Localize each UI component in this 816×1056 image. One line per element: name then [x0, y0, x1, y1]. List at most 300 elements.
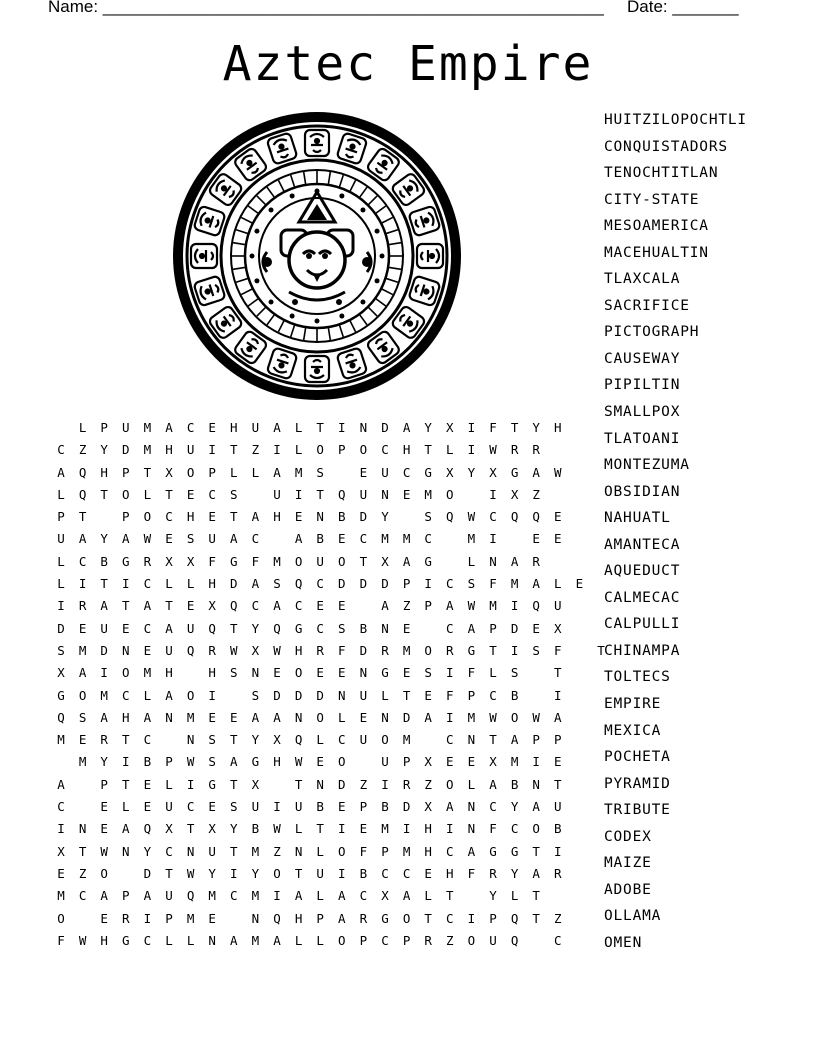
grid-letter[interactable]: T	[122, 598, 130, 614]
grid-letter[interactable]: H	[402, 442, 411, 458]
grid-letter[interactable]: Q	[273, 910, 281, 926]
grid-letter[interactable]: W	[467, 598, 476, 614]
grid-letter[interactable]: E	[359, 464, 368, 480]
grid-letter[interactable]: E	[78, 732, 87, 748]
grid-letter[interactable]: I	[78, 576, 87, 592]
grid-letter[interactable]: A	[143, 888, 152, 904]
grid-letter[interactable]: E	[316, 598, 324, 614]
grid-letter[interactable]: A	[165, 420, 173, 435]
grid-letter[interactable]: C	[554, 932, 562, 948]
grid-letter[interactable]: I	[100, 665, 108, 681]
grid-letter[interactable]: H	[294, 910, 303, 926]
grid-letter[interactable]: S	[467, 576, 476, 592]
grid-letter[interactable]: C	[424, 531, 432, 547]
grid-letter[interactable]: L	[316, 732, 324, 748]
grid-letter[interactable]: S	[510, 665, 519, 681]
grid-letter[interactable]: I	[57, 598, 65, 614]
grid-letter[interactable]: O	[294, 665, 303, 681]
grid-letter[interactable]: N	[186, 732, 195, 748]
grid-letter[interactable]: M	[143, 442, 152, 458]
grid-letter[interactable]: R	[78, 598, 87, 614]
grid-letter[interactable]: C	[359, 888, 368, 904]
grid-letter[interactable]: Y	[143, 843, 152, 859]
grid-letter[interactable]: H	[100, 932, 108, 948]
grid-letter[interactable]: U	[165, 799, 173, 815]
grid-letter[interactable]: N	[381, 620, 389, 636]
grid-letter[interactable]: U	[489, 932, 497, 948]
grid-letter[interactable]: R	[424, 932, 432, 948]
grid-letter[interactable]: I	[467, 420, 476, 435]
grid-letter[interactable]: E	[402, 620, 411, 636]
grid-letter[interactable]: I	[273, 442, 281, 458]
grid-letter[interactable]: S	[251, 687, 260, 703]
grid-letter[interactable]: I	[446, 709, 454, 725]
grid-letter[interactable]: U	[251, 420, 260, 435]
grid-letter[interactable]: A	[100, 598, 108, 614]
grid-letter[interactable]: U	[122, 420, 130, 435]
grid-letter[interactable]: D	[510, 620, 519, 636]
grid-letter[interactable]: B	[359, 865, 368, 881]
grid-letter[interactable]: E	[100, 821, 108, 837]
grid-letter[interactable]: C	[446, 910, 454, 926]
grid-letter[interactable]: L	[316, 888, 324, 904]
grid-letter[interactable]: U	[186, 620, 195, 636]
grid-letter[interactable]	[72, 777, 94, 792]
grid-letter[interactable]: M	[251, 932, 260, 948]
grid-letter[interactable]: S	[57, 642, 65, 658]
grid-letter[interactable]: Q	[510, 509, 519, 525]
grid-letter[interactable]: I	[230, 865, 238, 881]
grid-letter[interactable]: L	[251, 464, 260, 480]
grid-letter[interactable]: P	[467, 687, 476, 703]
grid-letter[interactable]: L	[165, 932, 173, 948]
grid-letter[interactable]: B	[554, 821, 562, 837]
grid-letter[interactable]: E	[143, 799, 152, 815]
grid-letter[interactable]: I	[208, 442, 216, 458]
grid-letter[interactable]: T	[489, 642, 497, 658]
grid-letter[interactable]: U	[316, 553, 324, 569]
grid-letter[interactable]: W	[78, 932, 87, 948]
grid-letter[interactable]: D	[100, 642, 108, 658]
grid-letter[interactable]: X	[57, 665, 65, 681]
grid-letter[interactable]: Z	[78, 442, 87, 458]
grid-letter[interactable]	[50, 420, 72, 435]
grid-letter[interactable]: H	[100, 464, 108, 480]
grid-letter[interactable]: F	[467, 865, 476, 881]
grid-letter[interactable]: T	[532, 843, 540, 859]
grid-letter[interactable]: E	[186, 598, 195, 614]
grid-letter[interactable]: N	[338, 687, 346, 703]
grid-letter[interactable]: X	[554, 620, 562, 636]
grid-letter[interactable]: O	[359, 442, 368, 458]
grid-letter[interactable]: A	[294, 531, 303, 547]
grid-letter[interactable]: A	[273, 932, 281, 948]
grid-letter[interactable]: R	[532, 442, 540, 458]
grid-letter[interactable]: E	[338, 598, 346, 614]
grid-letter[interactable]: X	[381, 888, 389, 904]
grid-letter[interactable]	[180, 665, 202, 680]
grid-letter[interactable]: Q	[273, 620, 281, 636]
grid-letter[interactable]: U	[359, 486, 368, 502]
grid-letter[interactable]: X	[424, 754, 432, 770]
grid-letter[interactable]: T	[230, 442, 238, 458]
grid-letter[interactable]: G	[510, 843, 519, 859]
grid-letter[interactable]: T	[294, 865, 303, 881]
grid-letter[interactable]: Q	[78, 464, 87, 480]
grid-letter[interactable]: F	[446, 687, 454, 703]
grid-letter[interactable]: I	[294, 486, 303, 502]
grid-letter[interactable]: E	[57, 865, 65, 881]
grid-letter[interactable]: A	[273, 598, 281, 614]
grid-letter[interactable]: T	[143, 464, 152, 480]
grid-letter[interactable]: N	[359, 665, 368, 681]
grid-letter[interactable]: G	[251, 754, 260, 770]
grid-letter[interactable]: Y	[532, 420, 540, 435]
grid-letter[interactable]: P	[122, 509, 130, 525]
grid-letter[interactable]	[115, 866, 137, 881]
grid-letter[interactable]: H	[122, 709, 130, 725]
grid-letter[interactable]: R	[402, 776, 411, 792]
grid-letter[interactable]: Y	[510, 865, 519, 881]
grid-letter[interactable]: U	[554, 598, 562, 614]
grid-letter[interactable]: M	[78, 642, 87, 658]
grid-letter[interactable]: L	[165, 776, 173, 792]
grid-letter[interactable]: C	[165, 843, 173, 859]
grid-letter[interactable]: N	[316, 509, 324, 525]
grid-letter[interactable]: E	[338, 531, 346, 547]
grid-letter[interactable]: E	[208, 799, 216, 815]
grid-letter[interactable]: S	[230, 665, 238, 681]
grid-letter[interactable]: L	[294, 442, 303, 458]
grid-letter[interactable]: M	[251, 843, 260, 859]
grid-letter[interactable]: I	[489, 531, 497, 547]
grid-letter[interactable]: C	[489, 687, 497, 703]
grid-letter[interactable]: N	[359, 420, 368, 435]
grid-letter[interactable]: T	[597, 642, 605, 658]
grid-letter[interactable]: A	[230, 531, 238, 547]
grid-letter[interactable]: N	[467, 799, 476, 815]
grid-letter[interactable]: M	[251, 888, 260, 904]
grid-letter[interactable]	[223, 911, 245, 926]
grid-letter[interactable]: X	[251, 776, 260, 792]
grid-letter[interactable]: W	[100, 843, 108, 859]
grid-letter[interactable]: I	[381, 776, 389, 792]
grid-letter[interactable]: Z	[359, 776, 368, 792]
grid-letter[interactable]: H	[424, 821, 432, 837]
grid-letter[interactable]: F	[554, 642, 562, 658]
grid-letter[interactable]: I	[122, 576, 130, 592]
grid-letter[interactable]: M	[186, 910, 195, 926]
grid-letter[interactable]	[158, 732, 180, 747]
grid-letter[interactable]: O	[273, 865, 281, 881]
grid-letter[interactable]: O	[446, 486, 454, 502]
grid-letter[interactable]: Y	[100, 442, 108, 458]
grid-letter[interactable]: O	[424, 642, 432, 658]
grid-letter[interactable]: A	[446, 598, 454, 614]
grid-letter[interactable]: A	[100, 888, 108, 904]
grid-letter[interactable]: F	[359, 843, 368, 859]
grid-letter[interactable]: N	[532, 776, 540, 792]
grid-letter[interactable]: F	[467, 665, 476, 681]
grid-letter[interactable]: E	[78, 620, 87, 636]
grid-letter[interactable]: E	[359, 709, 368, 725]
grid-letter[interactable]: A	[251, 576, 260, 592]
grid-letter[interactable]: L	[294, 932, 303, 948]
grid-letter[interactable]: P	[122, 464, 130, 480]
grid-letter[interactable]: X	[446, 464, 454, 480]
grid-letter[interactable]: P	[489, 620, 497, 636]
grid-letter[interactable]: Y	[251, 620, 260, 636]
grid-letter[interactable]: N	[489, 553, 497, 569]
grid-letter[interactable]: O	[78, 687, 87, 703]
grid-letter[interactable]: E	[575, 576, 584, 592]
grid-letter[interactable]: D	[359, 509, 368, 525]
grid-letter[interactable]: R	[532, 553, 540, 569]
grid-letter[interactable]: C	[251, 531, 260, 547]
grid-letter[interactable]: I	[338, 420, 346, 435]
grid-letter[interactable]: Y	[100, 531, 108, 547]
grid-letter[interactable]: B	[359, 620, 368, 636]
grid-letter[interactable]: F	[251, 553, 260, 569]
grid-letter[interactable]: A	[230, 754, 238, 770]
grid-letter[interactable]: E	[143, 642, 152, 658]
grid-letter[interactable]: A	[57, 464, 65, 480]
grid-letter[interactable]: L	[489, 665, 497, 681]
grid-letter[interactable]: O	[510, 709, 519, 725]
grid-letter[interactable]: X	[186, 553, 195, 569]
grid-letter[interactable]: O	[316, 709, 324, 725]
grid-letter[interactable]: S	[338, 620, 346, 636]
grid-letter[interactable]: C	[446, 620, 454, 636]
grid-letter[interactable]: Q	[208, 620, 216, 636]
grid-letter[interactable]: G	[424, 464, 432, 480]
grid-letter[interactable]: T	[165, 865, 173, 881]
grid-letter[interactable]: W	[294, 754, 303, 770]
grid-letter[interactable]: A	[554, 709, 562, 725]
grid-letter[interactable]: D	[381, 420, 389, 435]
grid-letter[interactable]: A	[402, 888, 411, 904]
grid-letter[interactable]: A	[510, 732, 519, 748]
grid-letter[interactable]: N	[467, 821, 476, 837]
grid-letter[interactable]: E	[122, 620, 130, 636]
grid-letter[interactable]: A	[78, 665, 87, 681]
grid-letter[interactable]: Q	[510, 910, 519, 926]
grid-letter[interactable]: Q	[78, 486, 87, 502]
grid-letter[interactable]: B	[510, 687, 519, 703]
grid-letter[interactable]: I	[186, 776, 195, 792]
grid-letter[interactable]: R	[359, 910, 368, 926]
grid-letter[interactable]: N	[316, 776, 324, 792]
grid-letter[interactable]: C	[338, 732, 346, 748]
grid-letter[interactable]: R	[143, 553, 152, 569]
grid-letter[interactable]: M	[381, 821, 389, 837]
grid-letter[interactable]: T	[100, 576, 108, 592]
grid-letter[interactable]: A	[122, 531, 130, 547]
grid-letter[interactable]: A	[273, 464, 281, 480]
grid-letter[interactable]: T	[230, 843, 238, 859]
grid-letter[interactable]: U	[316, 865, 324, 881]
grid-letter[interactable]: S	[532, 642, 540, 658]
grid-letter[interactable]: A	[510, 553, 519, 569]
grid-letter[interactable]: W	[489, 442, 497, 458]
grid-letter[interactable]: T	[100, 486, 108, 502]
grid-letter[interactable]: C	[186, 799, 195, 815]
grid-letter[interactable]: Q	[186, 642, 195, 658]
grid-letter[interactable]: E	[165, 531, 173, 547]
grid-letter[interactable]: Q	[532, 598, 540, 614]
grid-letter[interactable]: O	[122, 486, 130, 502]
grid-letter[interactable]: G	[122, 932, 130, 948]
grid-letter[interactable]: C	[78, 888, 87, 904]
grid-letter[interactable]: I	[467, 910, 476, 926]
grid-letter[interactable]: L	[294, 821, 303, 837]
grid-letter[interactable]: Z	[251, 442, 260, 458]
grid-letter[interactable]: H	[446, 865, 454, 881]
grid-letter[interactable]: P	[165, 910, 173, 926]
grid-letter[interactable]: T	[402, 687, 411, 703]
grid-letter[interactable]: X	[273, 732, 281, 748]
grid-letter[interactable]: M	[402, 642, 411, 658]
grid-letter[interactable]: C	[359, 531, 368, 547]
grid-letter[interactable]: E	[424, 687, 432, 703]
grid-letter[interactable]: N	[381, 709, 389, 725]
grid-letter[interactable]: D	[338, 576, 346, 592]
grid-letter[interactable]: C	[381, 442, 389, 458]
grid-letter[interactable]: X	[446, 420, 454, 435]
grid-letter[interactable]: T	[165, 486, 173, 502]
grid-letter[interactable]: P	[57, 509, 65, 525]
grid-letter[interactable]: I	[273, 799, 281, 815]
grid-letter[interactable]: M	[402, 843, 411, 859]
grid-letter[interactable]: Q	[446, 509, 454, 525]
grid-letter[interactable]: E	[208, 709, 216, 725]
grid-letter[interactable]: A	[381, 598, 389, 614]
grid-letter[interactable]: C	[78, 553, 87, 569]
grid-letter[interactable]: H	[554, 420, 562, 435]
grid-letter[interactable]	[266, 777, 288, 792]
grid-letter[interactable]: Y	[510, 799, 519, 815]
grid-letter[interactable]: M	[294, 464, 303, 480]
grid-letter[interactable]	[72, 799, 94, 814]
grid-letter[interactable]: F	[57, 932, 65, 948]
grid-letter[interactable]: C	[230, 888, 238, 904]
grid-letter[interactable]: R	[554, 865, 562, 881]
grid-letter[interactable]: D	[143, 865, 152, 881]
grid-letter[interactable]: E	[273, 665, 281, 681]
grid-letter[interactable]: X	[381, 553, 389, 569]
grid-letter[interactable]: R	[381, 642, 389, 658]
grid-letter[interactable]: L	[230, 464, 238, 480]
grid-letter[interactable]: T	[359, 553, 368, 569]
grid-letter[interactable]: C	[316, 576, 324, 592]
grid-letter[interactable]: D	[359, 642, 368, 658]
grid-letter[interactable]: A	[532, 799, 540, 815]
grid-letter[interactable]: B	[251, 821, 260, 837]
grid-letter[interactable]: I	[122, 754, 130, 770]
grid-letter[interactable]: C	[446, 843, 454, 859]
grid-letter[interactable]: A	[251, 709, 260, 725]
grid-letter[interactable]: M	[381, 531, 389, 547]
grid-letter[interactable]: G	[294, 620, 303, 636]
grid-letter[interactable]: T	[532, 910, 540, 926]
grid-letter[interactable]: E	[208, 910, 216, 926]
grid-letter[interactable]: D	[338, 776, 346, 792]
grid-letter[interactable]	[504, 531, 526, 546]
grid-letter[interactable]: E	[554, 509, 562, 525]
grid-letter[interactable]: S	[78, 709, 87, 725]
grid-letter[interactable]: P	[208, 464, 216, 480]
grid-letter[interactable]: C	[186, 420, 195, 435]
grid-letter[interactable]: M	[489, 598, 497, 614]
grid-letter[interactable]: G	[230, 553, 238, 569]
grid-letter[interactable]: I	[489, 486, 497, 502]
grid-letter[interactable]: O	[143, 509, 152, 525]
grid-letter[interactable]: C	[57, 799, 65, 815]
grid-letter[interactable]: A	[78, 531, 87, 547]
grid-letter[interactable]: A	[489, 776, 497, 792]
grid-letter[interactable]: T	[230, 509, 238, 525]
grid-letter[interactable]: C	[381, 932, 389, 948]
grid-letter[interactable]: I	[554, 687, 562, 703]
grid-letter[interactable]: T	[554, 665, 562, 681]
grid-letter[interactable]: D	[359, 576, 368, 592]
grid-letter[interactable]: O	[402, 910, 411, 926]
grid-letter[interactable]: T	[122, 776, 130, 792]
grid-letter[interactable]: D	[230, 576, 238, 592]
grid-letter[interactable]: R	[208, 642, 216, 658]
grid-letter[interactable]	[460, 487, 482, 502]
grid-letter[interactable]: X	[510, 486, 519, 502]
grid-letter[interactable]: A	[402, 420, 411, 435]
grid-letter[interactable]	[352, 754, 374, 769]
grid-letter[interactable]: Q	[294, 732, 303, 748]
grid-letter[interactable]: N	[122, 642, 130, 658]
grid-letter[interactable]: I	[273, 888, 281, 904]
grid-letter[interactable]: O	[186, 464, 195, 480]
grid-letter[interactable]: A	[251, 509, 260, 525]
grid-letter[interactable]: X	[165, 464, 173, 480]
grid-letter[interactable]: L	[316, 932, 324, 948]
grid-letter[interactable]: P	[100, 776, 108, 792]
grid-letter[interactable]: L	[57, 553, 65, 569]
grid-letter[interactable]: I	[57, 821, 65, 837]
grid-letter[interactable]: Y	[230, 821, 238, 837]
grid-letter[interactable]: W	[186, 754, 195, 770]
grid-letter[interactable]: O	[294, 553, 303, 569]
grid-letter[interactable]: Y	[100, 754, 108, 770]
grid-letter[interactable]: P	[165, 754, 173, 770]
grid-letter[interactable]: O	[122, 665, 130, 681]
grid-letter[interactable]: M	[467, 531, 476, 547]
grid-letter[interactable]: L	[424, 888, 432, 904]
grid-letter[interactable]: L	[467, 776, 476, 792]
grid-letter[interactable]: U	[57, 531, 65, 547]
grid-letter[interactable]: W	[143, 531, 152, 547]
grid-letter[interactable]: I	[467, 442, 476, 458]
grid-letter[interactable]: A	[467, 620, 476, 636]
grid-letter[interactable]: E	[230, 709, 238, 725]
grid-letter[interactable]: X	[251, 642, 260, 658]
grid-letter[interactable]: P	[554, 732, 562, 748]
grid-letter[interactable]: I	[510, 642, 519, 658]
grid-letter[interactable]: N	[186, 843, 195, 859]
grid-letter[interactable]: C	[143, 932, 152, 948]
grid-letter[interactable]: G	[381, 910, 389, 926]
grid-letter[interactable]: Z	[446, 932, 454, 948]
grid-letter[interactable]: T	[294, 776, 303, 792]
grid-letter[interactable]: B	[100, 553, 108, 569]
grid-letter[interactable]: A	[532, 576, 540, 592]
